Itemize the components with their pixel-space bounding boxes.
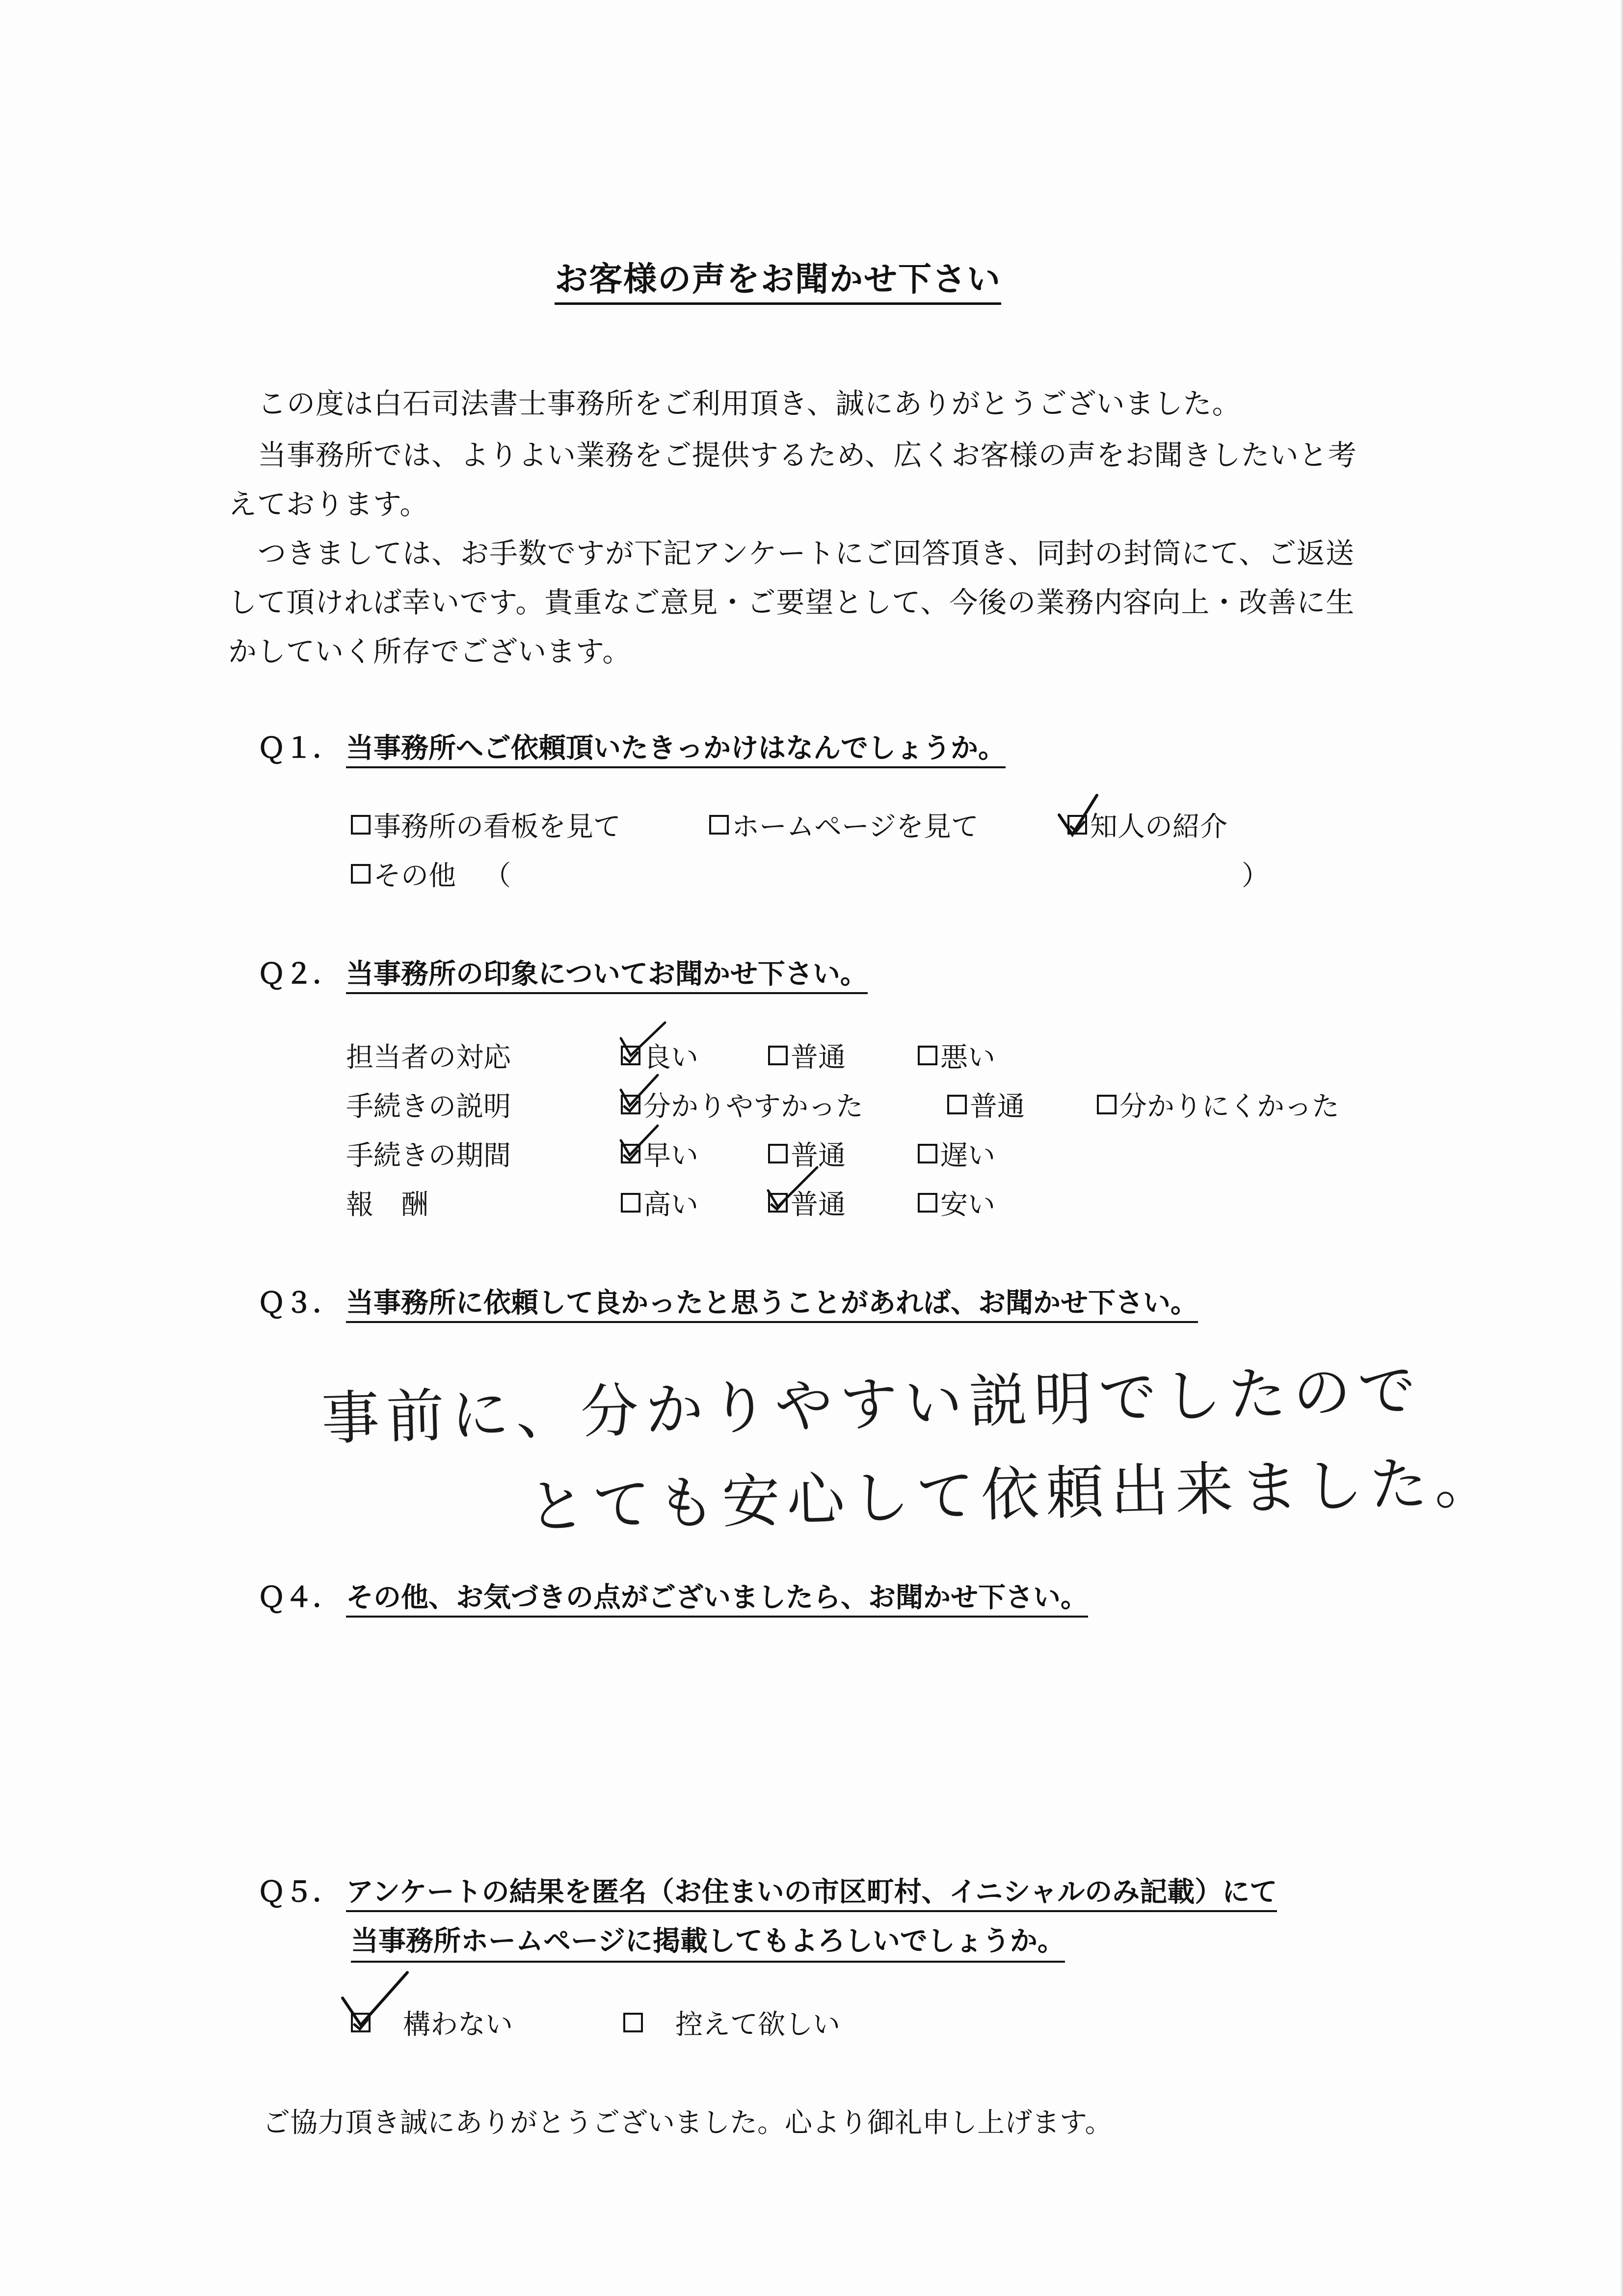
q3-heading (258, 1281, 1198, 1321)
q1-number: Ｑ１． (258, 732, 340, 764)
checkbox[interactable] (623, 2013, 643, 2032)
checkbox[interactable] (947, 1095, 967, 1114)
q3-text: 当事務所に依頼して良かったと思うことがあれば、お聞かせ下さい。 (346, 1287, 1198, 1323)
scan-edge (1620, 0, 1623, 2296)
q5-text-line-1: アンケートの結果を匿名（お住まいの市区町村、イニシャルのみ記載）にて (346, 1876, 1277, 1912)
q5-option-allow[interactable]: 構わない (351, 2003, 513, 2042)
q5-text-line-2: 当事務所ホームページに掲載してもよろしいでしょうか。 (351, 1919, 1065, 1963)
q2-row-label-period: 手続きの期間 (346, 1140, 511, 1172)
q2-row-label-explanation: 手続きの説明 (346, 1091, 511, 1123)
q2-explanation-unclear[interactable]: 分かりにくかった (1097, 1085, 1339, 1124)
checkbox-checked[interactable] (621, 1095, 640, 1114)
q1-option-signboard[interactable]: 事務所の看板を見て (351, 805, 621, 844)
q1-option-other[interactable]: その他 (351, 854, 456, 893)
checkbox[interactable] (351, 815, 371, 835)
q3-handwritten-answer-line-1: 事前に、分かりやすい説明でしたので (320, 1356, 1424, 1453)
q1-option-homepage[interactable]: ホームページを見て (709, 805, 979, 844)
checkbox[interactable] (351, 864, 371, 884)
closing-message: ご協力頂き誠にありがとうございました。心より御礼申し上げます。 (263, 2107, 1113, 2139)
checkbox[interactable] (918, 1144, 937, 1163)
intro-line-1: この度は白石司法書士事務所をご利用頂き、誠にありがとうございました。 (258, 387, 1241, 420)
q4-heading (258, 1576, 1088, 1615)
q5-option-decline[interactable]: 控えて欲しい (623, 2003, 840, 2042)
intro-line-3: えております。 (228, 487, 429, 521)
q2-staff-normal[interactable]: 普通 (768, 1036, 846, 1075)
checkbox[interactable] (709, 815, 729, 835)
checkbox-checked[interactable] (1067, 815, 1087, 835)
q1-option-referral[interactable]: 知人の紹介 (1067, 805, 1227, 844)
q2-explanation-normal[interactable]: 普通 (947, 1085, 1025, 1124)
page-title: お客様の声をお聞かせ下さい (555, 253, 1001, 305)
q1-other-paren-open: （ (483, 860, 511, 892)
intro-line-6: かしていく所存でございます。 (228, 635, 632, 668)
q2-row-label-fee: 報 酬 (346, 1189, 428, 1221)
q5-number: Ｑ５． (258, 1876, 340, 1908)
intro-line-2: 当事務所では、よりよい業務をご提供するため、広くお客様の声をお聞きしたいと考 (258, 438, 1357, 472)
checkbox[interactable] (1097, 1095, 1117, 1114)
q4-number: Ｑ４． (258, 1582, 340, 1614)
checkbox-checked[interactable] (351, 2013, 371, 2032)
q5-heading (258, 1870, 1277, 1910)
q2-fee-cheap[interactable]: 安い (918, 1183, 995, 1222)
q2-fee-high[interactable]: 高い (621, 1183, 698, 1222)
q2-fee-normal[interactable]: 普通 (768, 1183, 846, 1222)
checkbox[interactable] (768, 1144, 788, 1163)
checkbox-checked[interactable] (621, 1046, 640, 1065)
q1-heading (258, 727, 1006, 766)
checkbox-checked[interactable] (768, 1193, 788, 1213)
q1-text: 当事務所へご依頼頂いたきっかけはなんでしょうか。 (346, 732, 1006, 768)
q2-text: 当事務所の印象についてお聞かせ下さい。 (346, 958, 868, 994)
q2-period-slow[interactable]: 遅い (918, 1134, 995, 1173)
q2-staff-bad[interactable]: 悪い (918, 1036, 995, 1075)
checkbox[interactable] (918, 1193, 937, 1213)
q4-text: その他、お気づきの点がございましたら、お聞かせ下さい。 (346, 1582, 1088, 1618)
q2-row-label-staff: 担当者の対応 (346, 1042, 511, 1074)
q3-number: Ｑ３． (258, 1287, 340, 1319)
q2-staff-good[interactable]: 良い (621, 1036, 698, 1075)
q2-number: Ｑ２． (258, 958, 340, 990)
intro-line-4: つきましては、お手数ですが下記アンケートにご回答頂き、同封の封筒にて、ご返送 (258, 537, 1355, 570)
q2-period-normal[interactable]: 普通 (768, 1134, 846, 1173)
checkbox[interactable] (768, 1046, 788, 1065)
q3-handwritten-answer-line-2: とても安心して依頼出来ました。 (527, 1448, 1500, 1541)
q2-explanation-clear[interactable]: 分かりやすかった (621, 1085, 863, 1124)
q2-heading (258, 952, 868, 992)
q2-period-fast[interactable]: 早い (621, 1134, 698, 1173)
q1-other-paren-close: ） (1242, 860, 1269, 892)
checkbox[interactable] (918, 1046, 937, 1065)
checkbox[interactable] (621, 1193, 640, 1213)
intro-line-5: して頂ければ幸いです。貴重なご意見・ご要望として、今後の業務内容向上・改善に生 (228, 586, 1355, 619)
checkbox-checked[interactable] (621, 1144, 640, 1163)
